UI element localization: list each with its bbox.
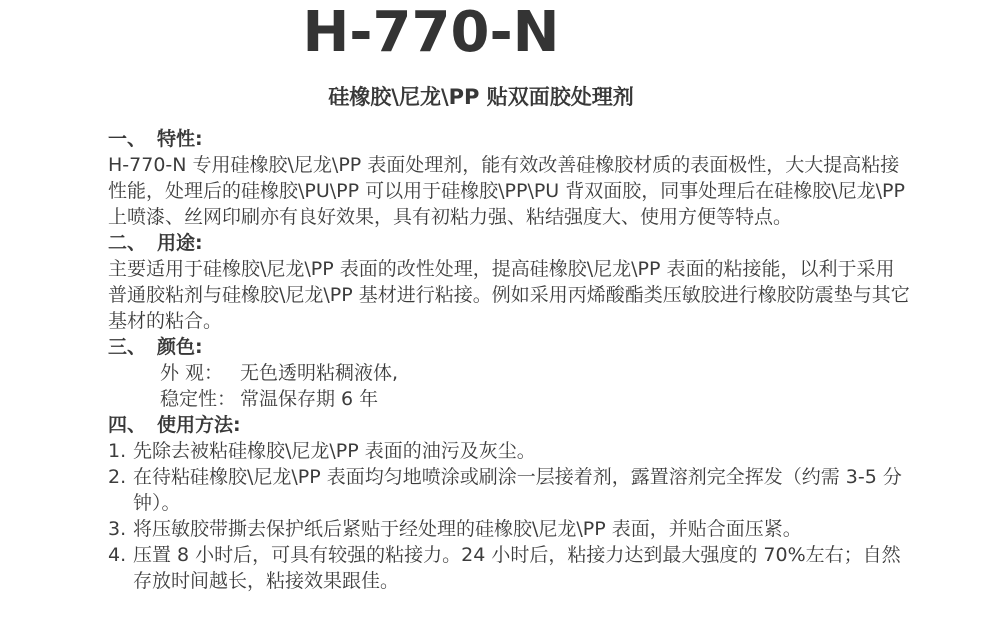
section-label: 特性: [157,128,203,150]
property-value: 常温保存期 6 年 [240,388,379,410]
step-number: 2. [108,466,127,488]
property-row-stability [108,386,912,412]
step-text: 在待粘硅橡胶\尼龙\PP 表面均匀地喷涂或刷涂一层接着剂，露置溶剂完全挥发（约需 3-5 分钟）。 [133,466,902,514]
instruction-step-3 [108,516,912,542]
section-heading-uses [108,230,912,256]
section-number: 一、 [108,128,147,150]
instruction-step-4 [108,542,912,594]
document-page [0,2,992,624]
step-number: 1. [108,440,127,462]
section-heading-characteristics [108,126,912,152]
section-number: 四、 [108,414,147,436]
step-text: 将压敏胶带撕去保护纸后紧贴于经处理的硅橡胶\尼龙\PP 表面，并贴合面压紧。 [133,518,802,540]
step-text: 先除去被粘硅橡胶\尼龙\PP 表面的油污及灰尘。 [133,440,536,462]
property-value: 无色透明粘稠液体, [240,362,399,384]
step-number: 4. [108,544,127,566]
section-number: 二、 [108,232,147,254]
step-text: 压置 8 小时后，可具有较强的粘接力。24 小时后，粘接力达到最大强度的 70%左右；自然存放时间越长，粘接效果跟佳。 [133,544,901,592]
section-label: 颜色: [157,336,203,358]
page-subtitle: 硅橡胶\尼龙\PP 贴双面胶处理剂 [328,85,634,109]
section-heading-color [108,334,912,360]
document-body [108,126,912,594]
step-number: 3. [108,518,127,540]
property-label: 外 观： [160,362,224,384]
section-number: 三、 [108,336,147,358]
section-label: 使用方法: [157,414,241,436]
uses-paragraph: 主要适用于硅橡胶\尼龙\PP 表面的改性处理，提高硅橡胶\尼龙\PP 表面的粘接能，以利于采用普通胶粘剂与硅橡胶\尼龙\PP 基材进行粘接。例如采用丙烯酸酯类压敏胶进行橡胶防震垫与其它基材的粘合。 [108,258,910,332]
instruction-step-1 [108,438,912,464]
section-heading-instructions [108,412,912,438]
characteristics-paragraph: H-770-N 专用硅橡胶\尼龙\PP 表面处理剂，能有效改善硅橡胶材质的表面极性，大大提高粘接性能，处理后的硅橡胶\PU\PP 可以用于硅橡胶\PP\PU 背双面胶，同事处理后在硅橡胶\尼龙\PP 上喷漆、丝网印刷亦有良好效果，具有初粘力强、粘结强度大、使用方便等特点。 [108,154,905,228]
section-label: 用途: [157,232,203,254]
property-label: 稳定性： [160,388,237,410]
instruction-step-2 [108,464,912,516]
page-title: H-770-N [302,0,560,65]
property-row-appearance [108,360,912,386]
